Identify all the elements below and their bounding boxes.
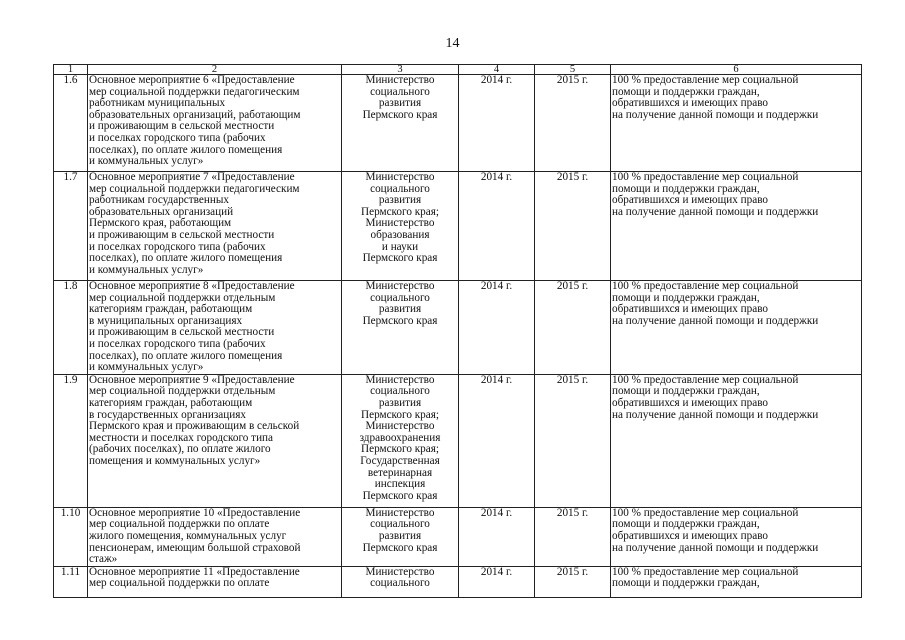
start-year: 2014 г. [459,507,535,566]
responsible-executor: Министерство социального [342,566,459,597]
activity-description: Основное мероприятие 9 «Предоставление мер социальной поддержки отдельным категориям граждан, работающим в государственных организациях Пермского края и проживающим в сельской местности и поселках городского типа (рабочих поселках), по оплате жилого помещения и коммунальных услуг» [88,374,342,507]
activity-description: Основное мероприятие 11 «Предоставление мер социальной поддержки по оплате [88,566,342,597]
end-year: 2015 г. [535,374,611,507]
start-year: 2014 г. [459,75,535,172]
column-header: 1 [54,65,88,75]
end-year: 2015 г. [535,172,611,281]
table-row [54,507,862,566]
end-year: 2015 г. [535,507,611,566]
end-year: 2015 г. [535,281,611,375]
activities-table [53,64,862,598]
activity-description: Основное мероприятие 7 «Предоставление мер социальной поддержки педагогическим работникам государственных образовательных организаций Пермского края, работающим и проживающим в сельской местности и поселках городского типа (рабочих поселках), по оплате жилого помещения и коммунальных услуг» [88,172,342,281]
table-header-row [54,65,862,75]
column-header: 3 [342,65,459,75]
table-row [54,566,862,597]
column-header: 4 [459,65,535,75]
column-header: 6 [611,65,862,75]
expected-result: 100 % предоставление мер социальной помощи и поддержки граждан, обратившихся и имеющих право на получение данной помощи и поддержки [611,507,862,566]
expected-result: 100 % предоставление мер социальной помощи и поддержки граждан, обратившихся и имеющих право на получение данной помощи и поддержки [611,172,862,281]
responsible-executor: Министерство социального развития Пермского края [342,507,459,566]
row-number: 1.10 [54,507,88,566]
end-year: 2015 г. [535,566,611,597]
column-header: 2 [88,65,342,75]
end-year: 2015 г. [535,75,611,172]
start-year: 2014 г. [459,566,535,597]
table-row [54,281,862,375]
responsible-executor: Министерство социального развития Пермского края [342,75,459,172]
row-number: 1.11 [54,566,88,597]
activity-description: Основное мероприятие 6 «Предоставление мер социальной поддержки педагогическим работникам муниципальных образовательных организаций, работающим и проживающим в сельской местности и поселках городского типа (рабочих поселках), по оплате жилого помещения и коммунальных услуг» [88,75,342,172]
row-number: 1.6 [54,75,88,172]
table-row [54,172,862,281]
expected-result: 100 % предоставление мер социальной помощи и поддержки граждан, обратившихся и имеющих право на получение данной помощи и поддержки [611,374,862,507]
column-header: 5 [535,65,611,75]
row-number: 1.7 [54,172,88,281]
responsible-executor: Министерство социального развития Пермского края; Министерство образования и науки Пермского края [342,172,459,281]
table-row [54,374,862,507]
expected-result: 100 % предоставление мер социальной помощи и поддержки граждан, обратившихся и имеющих право на получение данной помощи и поддержки [611,75,862,172]
row-number: 1.9 [54,374,88,507]
expected-result: 100 % предоставление мер социальной помощи и поддержки граждан, обратившихся и имеющих право на получение данной помощи и поддержки [611,281,862,375]
start-year: 2014 г. [459,281,535,375]
table-row [54,75,862,172]
activity-description: Основное мероприятие 8 «Предоставление мер социальной поддержки отдельным категориям граждан, работающим в муниципальных организациях и проживающим в сельской местности и поселках городского типа (рабочих поселках), по оплате жилого помещения и коммунальных услуг» [88,281,342,375]
responsible-executor: Министерство социального развития Пермского края [342,281,459,375]
start-year: 2014 г. [459,374,535,507]
row-number: 1.8 [54,281,88,375]
page-number: 14 [445,36,460,51]
responsible-executor: Министерство социального развития Пермского края; Министерство здравоохранения Пермского края; Государственная ветеринарная инспекция Пермского края [342,374,459,507]
start-year: 2014 г. [459,172,535,281]
expected-result: 100 % предоставление мер социальной помощи и поддержки граждан, [611,566,862,597]
activity-description: Основное мероприятие 10 «Предоставление мер социальной поддержки по оплате жилого помещения, коммунальных услуг пенсионерам, имеющим большой страховой стаж» [88,507,342,566]
